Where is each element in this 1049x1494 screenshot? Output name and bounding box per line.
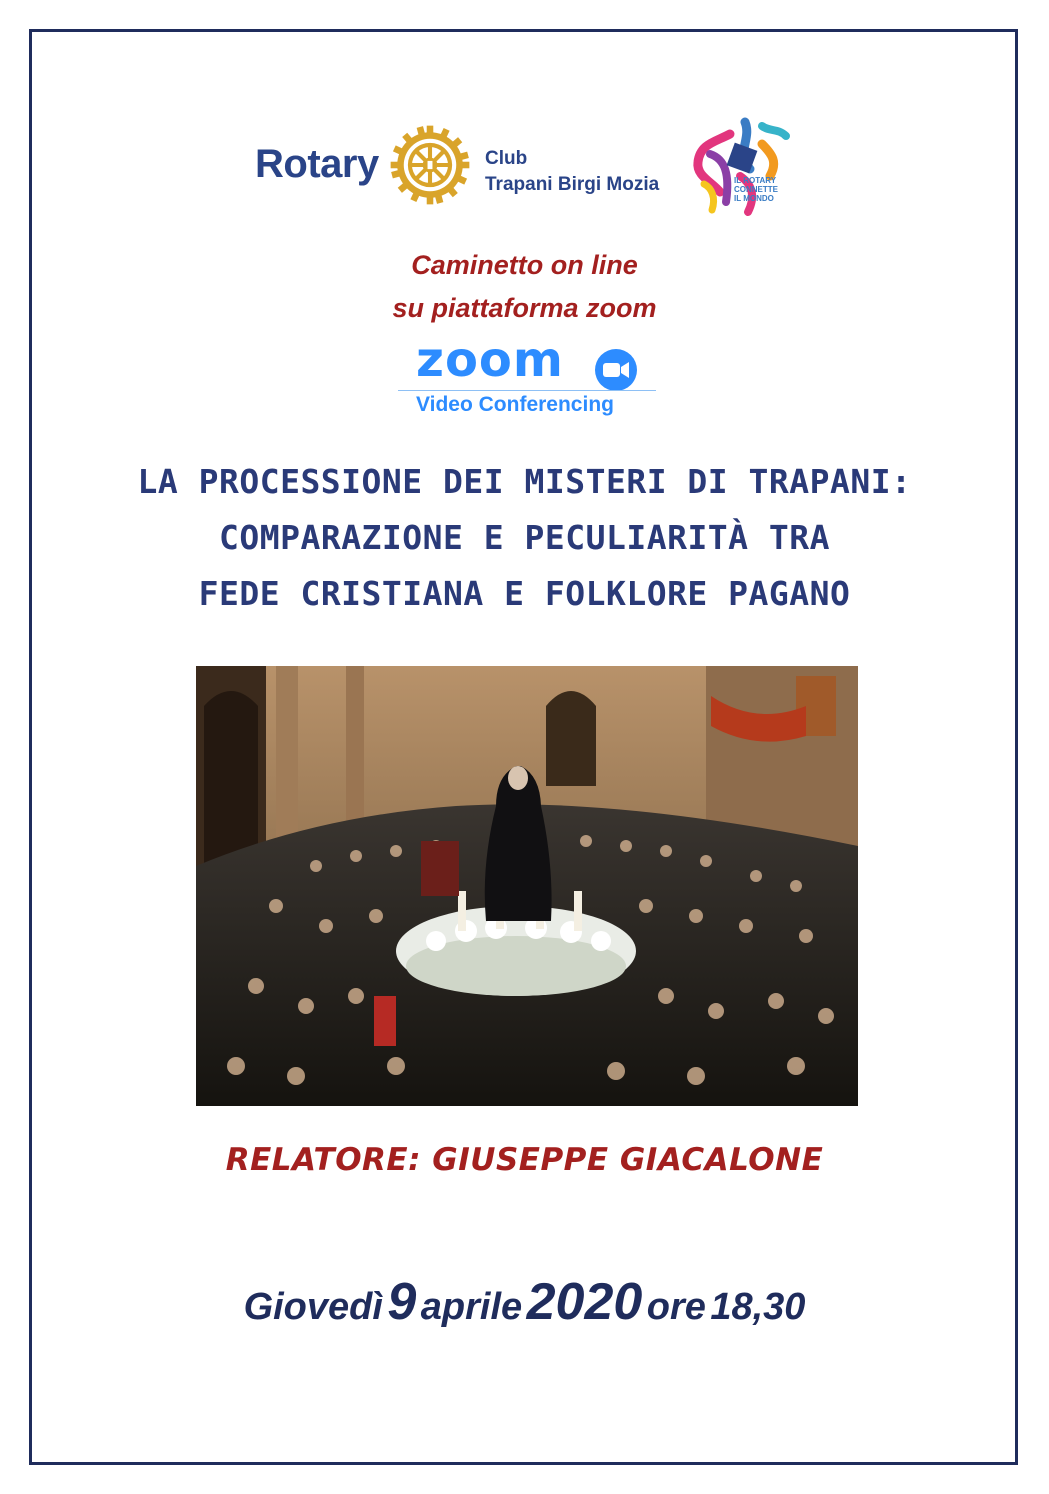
event-date xyxy=(0,1272,1049,1332)
video-camera-icon xyxy=(594,348,638,392)
event-platform: su piattaforma zoom xyxy=(392,293,657,323)
procession-photo xyxy=(196,666,858,1106)
rotary-wheel-icon xyxy=(389,124,471,206)
date-time: 18,30 xyxy=(710,1286,806,1328)
club-label: Club xyxy=(485,148,528,169)
zoom-subtitle: Video Conferencing xyxy=(416,393,614,416)
connette-line: IL MONDO xyxy=(734,194,774,203)
rotary-connette-logo-icon xyxy=(690,114,820,224)
speaker-line: RELATORE: GIUSEPPE GIACALONE xyxy=(225,1142,824,1178)
club-name: Trapani Birgi Mozia xyxy=(485,174,660,195)
connette-line: IL ROTARY xyxy=(734,176,777,185)
date-year: 2020 xyxy=(526,1273,643,1331)
date-day: 9 xyxy=(387,1273,417,1331)
date-month: aprile xyxy=(420,1286,523,1328)
procession-photo-illustration xyxy=(196,666,858,1106)
title-line-1: LA PROCESSIONE DEI MISTERI DI TRAPANI: xyxy=(137,462,912,501)
zoom-wordmark: zoom xyxy=(416,332,564,388)
rotary-wordmark: Rotary xyxy=(255,142,379,186)
event-type: Caminetto on line xyxy=(411,250,638,280)
title-line-3: FEDE CRISTIANA E FOLKLORE PAGANO xyxy=(198,574,851,613)
date-weekday: Giovedì xyxy=(243,1286,383,1328)
zoom-divider xyxy=(398,390,656,391)
date-time-prefix: ore xyxy=(646,1286,706,1328)
rotary-club-logo xyxy=(255,124,675,204)
zoom-logo xyxy=(398,332,658,422)
connette-caption xyxy=(734,176,778,203)
connette-line: CONNETTE xyxy=(734,185,778,194)
title-line-2: COMPARAZIONE E PECULIARITÀ TRA xyxy=(218,518,831,557)
